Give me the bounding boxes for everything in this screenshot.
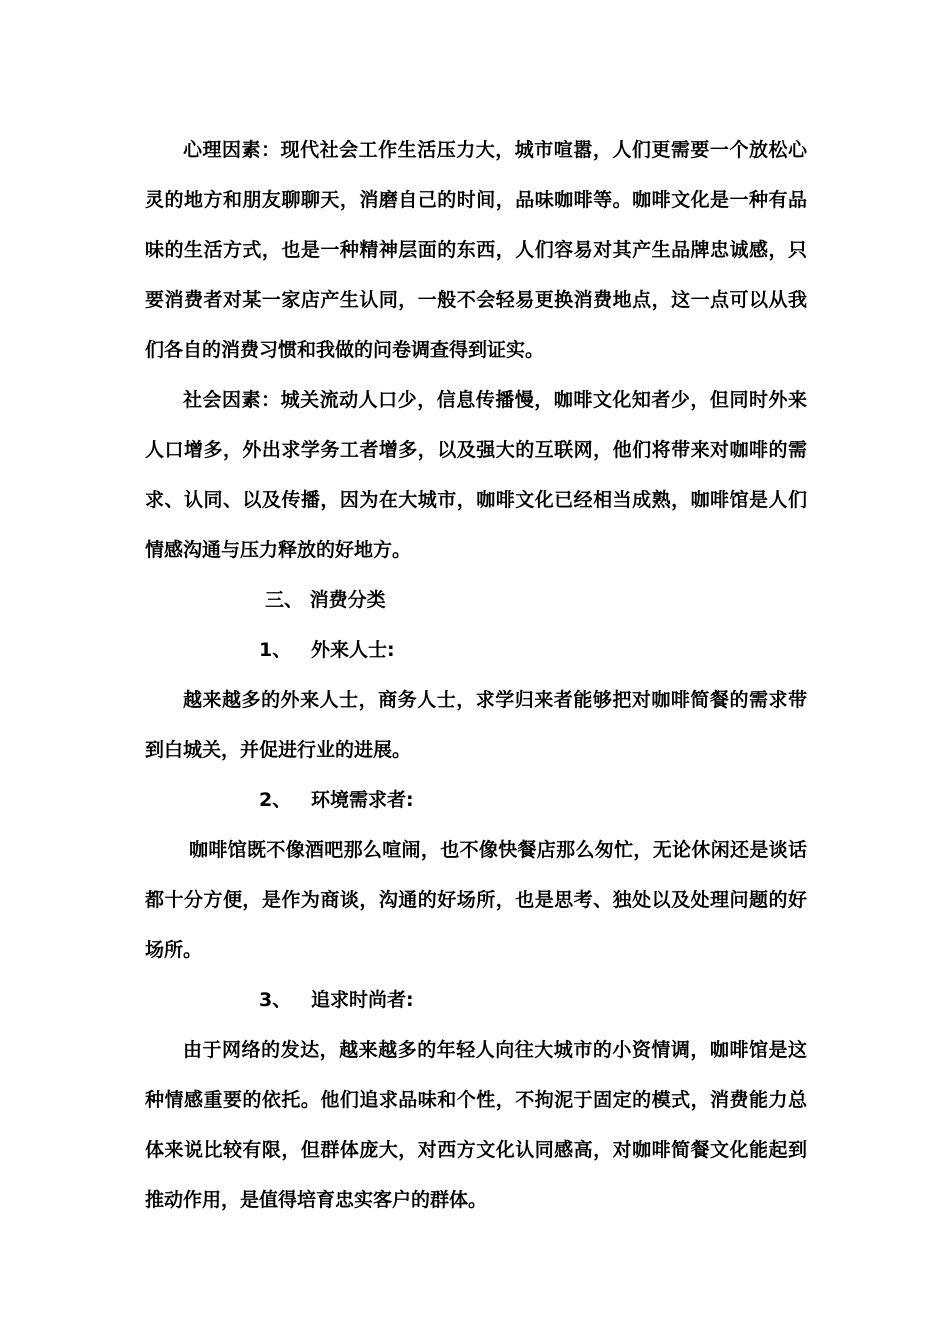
paragraph-psychological-factors: 心理因素：现代社会工作生活压力大，城市喧嚣，人们更需要一个放松心灵的地方和朋友聊聊天，消磨自己的时间，品味咖啡等。咖啡文化是一种有品味的生活方式，也是一种精神层面的东西，人们容易对其产生品牌忠诚感，只要消费者对某一家店产生认同，一般不会轻易更换消费地点，这一点可以从我们各自的消费习惯和我做的问卷调查得到证实。 (145, 139, 807, 361)
paragraph-social-factors: 社会因素：城关流动人口少，信息传播慢，咖啡文化知者少，但同时外来人口增多，外出求学务工者增多，以及强大的互联网，他们将带来对咖啡的需求、认同、以及传播，因为在大城市，咖啡文化已经相当成熟，咖啡馆是人们情感沟通与压力释放的好地方。 (145, 389, 807, 561)
section-heading-consumer-categories: 三、 消费分类 (265, 589, 386, 611)
category-title: 追求时尚者: (311, 989, 414, 1011)
category-heading-1 (145, 625, 807, 675)
category-body-1: 越来越多的外来人士，商务人士，求学归来者能够把对咖啡简餐的需求带到白城关，并促进行业的进展。 (145, 689, 807, 761)
category-body-2: 咖啡馆既不像酒吧那么喧闹，也不像快餐店那么匆忙，无论休闲还是谈话都十分方便，是作为商谈，沟通的好场所，也是思考、独处以及处理问题的好场所。 (145, 839, 807, 961)
category-number: 1、 (259, 639, 292, 661)
category-title: 环境需求者: (311, 789, 414, 811)
category-title: 外来人士: (311, 639, 395, 661)
category-heading-2 (145, 775, 807, 825)
category-heading-3 (145, 975, 807, 1025)
category-number: 2、 (259, 789, 292, 811)
category-body-3: 由于网络的发达，越来越多的年轻人向往大城市的小资情调，咖啡馆是这种情感重要的依托。他们追求品味和个性，不拘泥于固定的模式，消费能力总体来说比较有限，但群体庞大，对西方文化认同感高，对咖啡简餐文化能起到推动作用，是值得培育忠实客户的群体。 (145, 1039, 807, 1211)
document-body (145, 125, 807, 1225)
category-number: 3、 (259, 989, 292, 1011)
